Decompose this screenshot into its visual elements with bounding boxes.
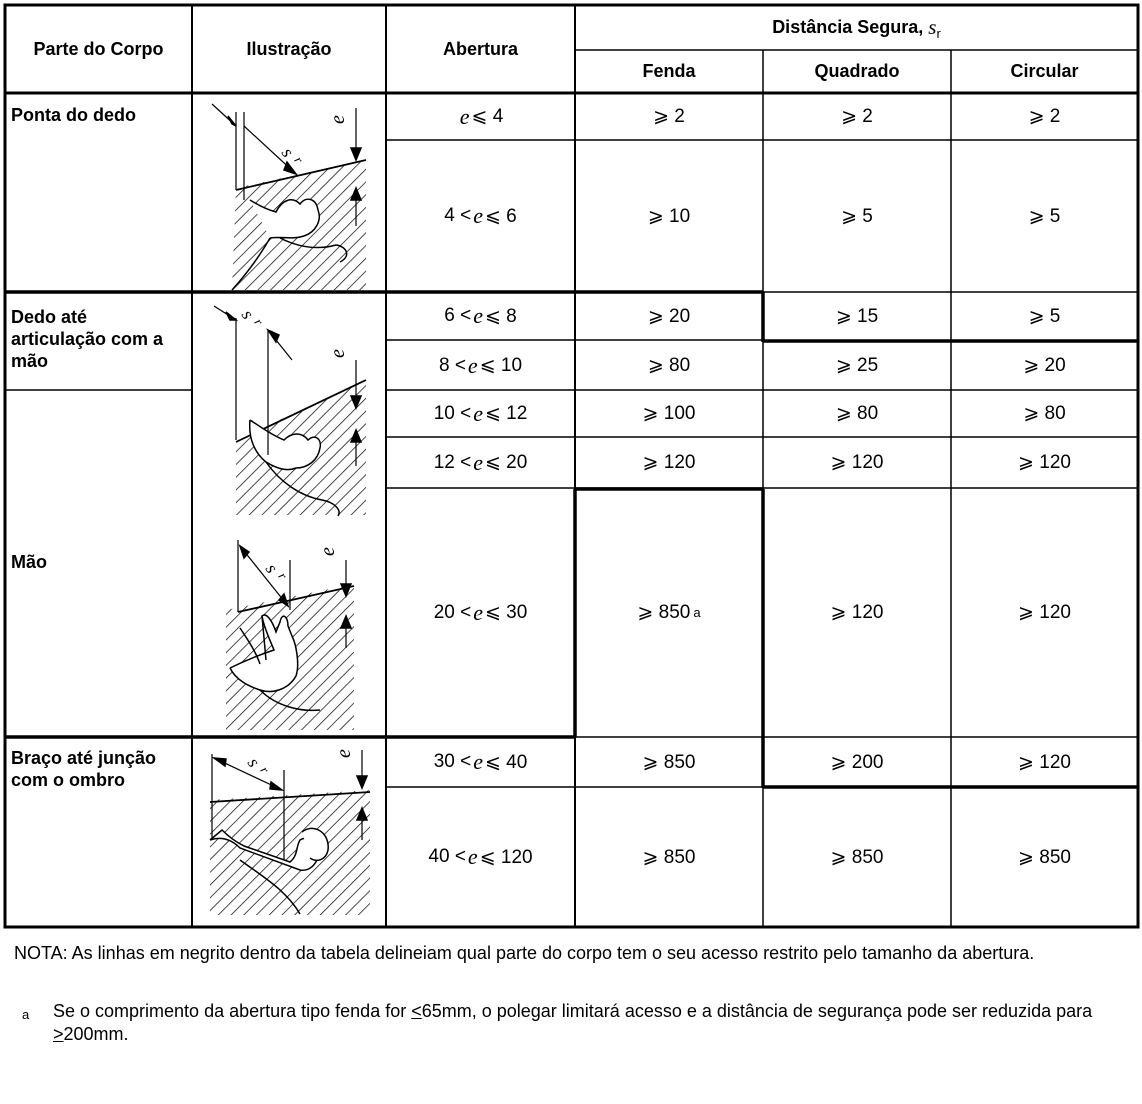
illus2-r-label: r <box>251 315 267 329</box>
square-cell: ⩾ 2 <box>841 106 873 127</box>
circular-cell: ⩾ 20 <box>1023 355 1066 376</box>
slot-cell: ⩾ 850 <box>642 751 696 773</box>
illus3-r-label: r <box>275 569 291 583</box>
circular-cell: ⩾ 5 <box>1028 205 1061 227</box>
illus2-s-label: s <box>237 305 259 323</box>
footnote-text-1: Se o comprimento da abertura tipo fenda for <box>53 1001 412 1021</box>
header-body-part: Parte do Corpo <box>33 38 164 59</box>
illus3-s-label: s <box>261 559 283 577</box>
square-cell: ⩾ 120 <box>830 602 884 623</box>
illus1-e-label: e <box>326 115 349 124</box>
illus4-s-label: s <box>243 753 265 771</box>
footnote-paragraph <box>53 1000 1135 1046</box>
opening-cell: 20 < e ⩽ 30 <box>433 599 528 625</box>
footnote-lte-symbol: < <box>411 1001 422 1021</box>
square-cell: ⩾ 850 <box>830 846 884 868</box>
illus4-r-label: r <box>257 763 273 777</box>
opening-cell: e ⩽ 4 <box>459 103 504 129</box>
header-safe-distance: Distância Segura , s r <box>772 15 941 41</box>
square-cell: ⩾ 5 <box>841 205 873 227</box>
opening-cell: 40 < e ⩽ 120 <box>428 844 533 869</box>
illus1-r-label: r <box>291 153 307 167</box>
circular-cell: ⩾ 80 <box>1023 403 1066 424</box>
illus3-e-label: e <box>316 547 339 556</box>
slot-cell: ⩾ 80 <box>647 355 691 376</box>
opening-cell: 6 < e ⩽ 8 <box>444 303 517 328</box>
hand-illustration <box>226 540 354 730</box>
illus2-e-label: e <box>326 349 349 358</box>
header-illustration: Ilustração <box>246 38 332 59</box>
circular-cell: ⩾ 120 <box>1018 452 1071 473</box>
slot-cell: ⩾ 2 <box>653 106 685 127</box>
footnote-ref: a <box>693 605 701 620</box>
square-cell: ⩾ 80 <box>835 403 879 424</box>
slot-cell <box>575 488 763 737</box>
header-sr-subscript: r <box>936 26 941 41</box>
square-cell: ⩾ 15 <box>835 305 879 327</box>
illus4-e-label: e <box>332 749 355 758</box>
body-part-arm: Braço até junção com o ombro <box>11 748 157 790</box>
header-slot: Fenda <box>642 61 696 81</box>
footnote-marker: a <box>22 1007 30 1022</box>
header-square: Quadrado <box>814 61 900 81</box>
header-sr-symbol: s <box>928 15 937 39</box>
circular-cell: ⩾ 120 <box>1018 751 1071 773</box>
slot-value: ⩾ 850 <box>637 602 691 623</box>
body-part-hand: Mão <box>11 552 47 572</box>
header-safe-distance-label: Distância Segura <box>772 17 919 37</box>
slot-cell: ⩾ 20 <box>647 305 691 327</box>
circular-cell: ⩾ 2 <box>1028 106 1061 127</box>
opening-cell: 30 < e ⩽ 40 <box>433 749 528 774</box>
circular-cell: ⩾ 5 <box>1028 305 1061 327</box>
square-cell: ⩾ 25 <box>835 355 879 376</box>
opening-cell: 8 < e ⩽ 10 <box>438 352 523 378</box>
slot-cell: ⩾ 120 <box>642 452 696 473</box>
nota-paragraph: NOTA: As linhas em negrito dentro da tabela delineiam qual parte do corpo tem o seu acesso restrito pelo tamanho da abertura. <box>14 943 1035 963</box>
slot-cell: ⩾ 10 <box>647 205 691 227</box>
circular-cell: ⩾ 120 <box>1018 602 1071 623</box>
footnote-text-2: 65mm, o polegar limitará acesso e a distância de segurança pode ser reduzida para <box>421 1001 1093 1021</box>
opening-cell: 10 < e ⩽ 12 <box>433 400 528 426</box>
body-part-finger-knuckle: Dedo até articulação com a mão <box>11 307 164 371</box>
circular-cell: ⩾ 850 <box>1018 846 1071 868</box>
finger-knuckle-illustration <box>214 306 366 516</box>
slot-cell: ⩾ 100 <box>642 403 696 424</box>
slot-cell: ⩾ 850 <box>642 846 696 868</box>
arm-illustration <box>210 750 370 915</box>
fingertip-illustration <box>212 104 366 290</box>
square-cell: ⩾ 200 <box>830 751 884 773</box>
footnote-gte-symbol: > <box>53 1024 64 1044</box>
body-part-fingertip: Ponta do dedo <box>11 105 136 125</box>
opening-cell: 4 < e ⩽ 6 <box>444 203 517 228</box>
illus1-s-label: s <box>277 143 299 161</box>
header-opening: Abertura <box>442 38 518 59</box>
square-cell: ⩾ 120 <box>830 452 884 473</box>
footnote-text-3: 200mm. <box>63 1024 129 1044</box>
opening-cell: 12 < e ⩽ 20 <box>433 449 528 475</box>
header-circular: Circular <box>1010 61 1079 81</box>
